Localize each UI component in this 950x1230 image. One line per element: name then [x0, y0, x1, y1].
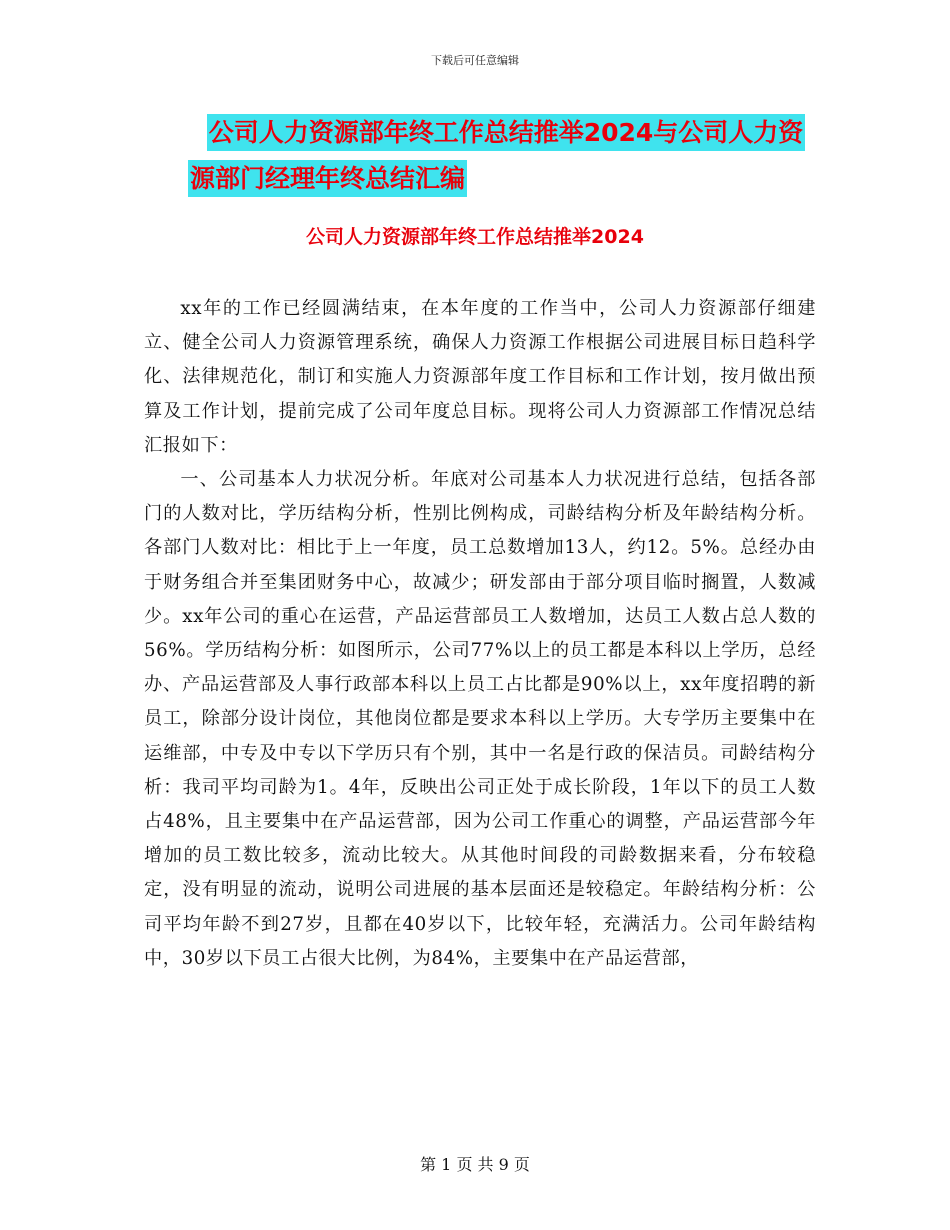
- document-body: [144, 292, 816, 976]
- title-line-2: [0, 156, 950, 202]
- paragraph-intro: xx年的工作已经圆满结束，在本年度的工作当中，公司人力资源部仔细建立、健全公司人力资源管理系统，确保人力资源工作根据公司进展目标日趋科学化、法律规范化，制订和实施人力资源部年度工作目标和工作计划，按月做出预算及工作计划，提前完成了公司年度总目标。现将公司人力资源部工作情况总结汇报如下：: [144, 298, 816, 456]
- page-number: 第 1 页 共 9 页: [420, 1155, 530, 1174]
- page-header-note: 下载后可任意编辑: [431, 54, 519, 67]
- title-line-1: [0, 110, 950, 156]
- title-line-2-text: 源部门经理年终总结汇编: [188, 160, 467, 197]
- section-title: 公司人力资源部年终工作总结推举2024: [306, 226, 644, 248]
- paragraph-staff-analysis: 一、公司基本人力状况分析。年底对公司基本人力状况进行总结，包括各部门的人数对比，学历结构分析，性别比例构成，司龄结构分析及年龄结构分析。各部门人数对比：相比于上一年度，员工总数增加13人，约12。5%。总经办由于财务组合并至集团财务中心，故减少；研发部由于部分项目临时搁置，人数减少。xx年公司的重心在运营，产品运营部员工人数增加，达员工人数占总人数的56%。学历结构分析：如图所示，公司77%以上的员工都是本科以上学历，总经办、产品运营部及人事行政部本科以上员工占比都是90%以上，xx年度招聘的新员工，除部分设计岗位，其他岗位都是要求本科以上学历。大专学历主要集中在运维部，中专及中专以下学历只有个别，其中一名是行政的保洁员。司龄结构分析：我司平均司龄为1。4年，反映出公司正处于成长阶段，1年以下的员工人数占48%，且主要集中在产品运营部，因为公司工作重心的调整，产品运营部今年增加的员工数比较多，流动比较大。从其他时间段的司龄数据来看，分布较稳定，没有明显的流动，说明公司进展的基本层面还是较稳定。年龄结构分析：公司平均年龄不到27岁，且都在40岁以下，比较年轻，充满活力。公司年龄结构中，30岁以下员工占很大比例，为84%，主要集中在产品运营部，: [144, 469, 816, 969]
- document-title: [0, 110, 950, 202]
- title-line-1-text: 公司人力资源部年终工作总结推举2024与公司人力资: [207, 114, 806, 151]
